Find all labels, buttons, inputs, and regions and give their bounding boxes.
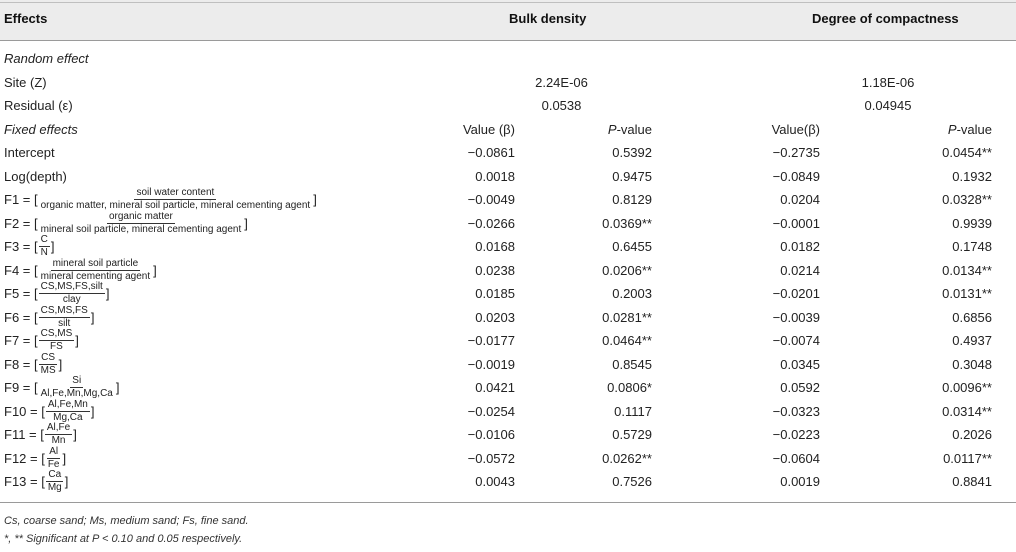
degree-compactness-pvalue: 0.4937 <box>952 333 992 349</box>
bulk-density-pvalue: 0.2003 <box>612 286 652 302</box>
bulk-density-beta: −0.0254 <box>467 403 515 419</box>
bulk-density-pvalue: 0.9475 <box>612 168 652 184</box>
bulk-density-beta: −0.0019 <box>467 356 515 372</box>
section-label: Random effect <box>4 51 89 67</box>
fraction <box>39 259 153 282</box>
degree-compactness-beta: 0.0204 <box>780 192 820 208</box>
bulk-density-pvalue: 0.7526 <box>612 474 652 490</box>
bulk-density-beta: −0.0106 <box>467 427 515 443</box>
factor-suffix: ] <box>62 450 67 466</box>
bulk-density-value: 0.0538 <box>541 98 582 114</box>
factor-prefix: F11 = [ <box>4 427 44 443</box>
degree-compactness-pvalue: 0.9939 <box>952 215 992 231</box>
table-row <box>0 400 1016 424</box>
fraction-denominator: Al,Fe,Mn,Mg,Ca <box>40 388 113 400</box>
bulk-density-beta: 0.0238 <box>475 262 515 278</box>
factor-suffix: ] <box>75 333 79 349</box>
degree-value-header: Value(β) <box>771 121 820 137</box>
degree-compactness-pvalue: 0.1932 <box>952 168 992 184</box>
degree-compactness-pvalue: 0.3048 <box>952 356 992 372</box>
fraction-numerator: C <box>40 234 48 246</box>
degree-compactness-beta: 0.0345 <box>780 356 820 372</box>
degree-compactness-value: 1.18E-06 <box>861 74 915 90</box>
fraction-numerator: organic matter <box>108 210 173 222</box>
factor-suffix: ] <box>58 356 63 372</box>
factor-suffix: ] <box>90 309 95 325</box>
degree-compactness-pvalue: 0.0134** <box>942 262 992 278</box>
bulk-density-beta: −0.0861 <box>467 145 515 161</box>
factor-suffix: ] <box>153 262 157 278</box>
fraction <box>39 235 50 258</box>
fraction <box>39 376 115 399</box>
table-row <box>0 118 1016 142</box>
degree-compactness-pvalue: 0.8841 <box>952 474 992 490</box>
factor-suffix: ] <box>244 215 248 231</box>
p-rest: -value <box>616 121 652 137</box>
bulk-density-beta: −0.0177 <box>467 333 515 349</box>
degree-compactness-beta: −0.0223 <box>772 427 820 443</box>
fraction-numerator: CS,MS,FS <box>40 304 88 316</box>
row-label: Residual (ε) <box>4 98 73 114</box>
table-row <box>0 47 1016 71</box>
degree-compactness-pvalue: 0.6856 <box>952 309 992 325</box>
row-label: Site (Z) <box>4 74 47 90</box>
factor-prefix: F3 = [ <box>4 239 38 255</box>
fraction-denominator: Mg,Ca <box>53 411 83 423</box>
header-rule <box>0 40 1016 41</box>
table-row <box>0 376 1016 400</box>
table-row <box>0 470 1016 494</box>
header-bulk-density: Bulk density <box>509 11 587 26</box>
row-label <box>4 282 109 306</box>
fraction-denominator: FS <box>50 341 63 353</box>
table-row <box>0 141 1016 165</box>
factor-prefix: F12 = [ <box>4 450 45 466</box>
bulk-value-header: Value (β) <box>462 121 515 137</box>
fraction-denominator: Fe <box>47 458 60 470</box>
table-row <box>0 71 1016 95</box>
bulk-density-pvalue: 0.5729 <box>612 427 652 443</box>
table-row <box>0 235 1016 259</box>
top-rule <box>0 2 1016 3</box>
row-label <box>4 423 77 447</box>
factor-suffix: ] <box>90 403 95 419</box>
table-row <box>0 329 1016 353</box>
row-label <box>4 470 68 494</box>
factor-suffix: ] <box>105 286 110 302</box>
row-label <box>4 447 66 471</box>
degree-compactness-pvalue: 0.0314** <box>942 403 992 419</box>
degree-compactness-pvalue: 0.0328** <box>942 192 992 208</box>
degree-compactness-beta: −0.0074 <box>772 333 820 349</box>
factor-prefix: F4 = [ <box>4 262 38 278</box>
fraction <box>46 470 64 493</box>
degree-compactness-beta: 0.0214 <box>780 262 820 278</box>
fraction <box>39 353 58 376</box>
fraction <box>39 306 90 329</box>
degree-compactness-beta: −0.0201 <box>772 286 820 302</box>
table-row <box>0 94 1016 118</box>
bulk-density-beta: 0.0018 <box>475 168 515 184</box>
fraction <box>39 329 75 352</box>
table-row <box>0 353 1016 377</box>
bulk-density-beta: −0.0572 <box>467 450 515 466</box>
bulk-density-pvalue: 0.6455 <box>612 239 652 255</box>
factor-suffix: ] <box>115 380 120 396</box>
table-row <box>0 165 1016 189</box>
factor-prefix: F6 = [ <box>4 309 38 325</box>
bulk-density-beta: −0.0049 <box>467 192 515 208</box>
row-label <box>4 306 94 330</box>
degree-compactness-pvalue: 0.0454** <box>942 145 992 161</box>
row-label: Log(depth) <box>4 168 67 184</box>
fraction-numerator: Al,Fe,Mn <box>47 398 88 410</box>
fraction-denominator: MS <box>40 364 56 376</box>
fraction-numerator: Al,Fe <box>46 422 71 434</box>
fraction <box>46 400 90 423</box>
row-label <box>4 212 248 236</box>
table-row <box>0 447 1016 471</box>
bulk-density-beta: 0.0185 <box>475 286 515 302</box>
fraction-denominator: N <box>40 247 48 259</box>
bulk-density-pvalue: 0.0206** <box>602 262 652 278</box>
bulk-density-pvalue: 0.1117 <box>614 403 652 419</box>
header-effects: Effects <box>4 11 48 26</box>
p-italic: P <box>607 121 617 137</box>
section-label: Fixed effects <box>4 121 78 137</box>
factor-prefix: F9 = [ <box>4 380 38 396</box>
degree-compactness-beta: −0.2735 <box>772 145 820 161</box>
fraction <box>39 212 244 235</box>
fraction-denominator: clay <box>62 294 81 306</box>
degree-compactness-beta: −0.0323 <box>772 403 820 419</box>
degree-compactness-pvalue: 0.0117** <box>943 450 992 466</box>
fraction <box>45 423 72 446</box>
fraction-denominator: silt <box>58 317 71 329</box>
bulk-density-pvalue: 0.0369** <box>602 215 652 231</box>
bottom-rule <box>0 502 1016 503</box>
factor-suffix: ] <box>73 427 77 443</box>
factor-suffix: ] <box>313 192 317 208</box>
bulk-density-beta: 0.0203 <box>475 309 515 325</box>
row-label <box>4 400 94 424</box>
row-label <box>4 376 119 400</box>
degree-compactness-pvalue: 0.0096** <box>942 380 992 396</box>
bulk-density-pvalue: 0.0262** <box>602 450 652 466</box>
fraction-numerator: soil water content <box>136 187 215 199</box>
footnote-significance: *, ** Significant at P < 0.10 and 0.05 respectively. <box>4 533 243 545</box>
factor-prefix: F2 = [ <box>4 215 38 231</box>
bulk-density-beta: 0.0043 <box>475 474 515 490</box>
degree-compactness-value: 0.04945 <box>864 98 912 114</box>
degree-compactness-pvalue: 0.2026 <box>952 427 992 443</box>
table-row <box>0 423 1016 447</box>
degree-compactness-beta: −0.0849 <box>772 168 820 184</box>
row-label <box>4 188 317 212</box>
degree-compactness-beta: 0.0182 <box>780 239 820 255</box>
bulk-density-beta: 0.0421 <box>475 380 515 396</box>
fraction <box>46 447 62 470</box>
degree-compactness-beta: 0.0019 <box>780 474 820 490</box>
factor-suffix: ] <box>50 239 55 255</box>
degree-compactness-pvalue: 0.0131** <box>942 286 992 302</box>
bulk-density-pvalue: 0.0806* <box>607 380 652 396</box>
factor-prefix: F5 = [ <box>4 286 38 302</box>
bulk-density-value: 2.24E-06 <box>535 74 588 90</box>
fraction-numerator: Al <box>49 445 59 457</box>
table-row <box>0 259 1016 283</box>
degree-pvalue-header <box>880 118 992 142</box>
fraction-denominator: mineral cementing agent <box>40 270 151 282</box>
table-row <box>0 188 1016 212</box>
fraction-denominator: mineral soil particle, mineral cementing agent <box>40 223 242 235</box>
fraction-numerator: CS,MS <box>40 328 73 340</box>
row-label <box>4 259 157 283</box>
fraction-denominator: Mn <box>51 435 66 447</box>
factor-prefix: F13 = [ <box>4 474 45 490</box>
degree-compactness-beta: −0.0604 <box>772 450 820 466</box>
p-rest: -value <box>956 121 992 137</box>
factor-suffix: ] <box>64 474 69 490</box>
bulk-density-pvalue: 0.0281** <box>602 309 652 325</box>
table-row <box>0 306 1016 330</box>
degree-compactness-pvalue: 0.1748 <box>952 239 992 255</box>
header-degree-of-compactness: Degree of compactness <box>812 11 959 26</box>
fraction-denominator: Mg <box>47 482 62 494</box>
degree-compactness-beta: −0.0039 <box>772 309 820 325</box>
row-label <box>4 353 62 377</box>
row-label <box>4 329 79 353</box>
bulk-density-pvalue: 0.5392 <box>612 145 652 161</box>
bulk-density-pvalue: 0.8129 <box>612 192 652 208</box>
factor-prefix: F8 = [ <box>4 356 38 372</box>
table-row <box>0 282 1016 306</box>
fraction-numerator: CS <box>41 351 56 363</box>
fraction-numerator: mineral soil particle <box>52 257 139 269</box>
bulk-density-beta: 0.0168 <box>475 239 515 255</box>
fraction-denominator: organic matter, mineral soil particle, mineral cementing agent <box>40 200 311 212</box>
table-body <box>0 47 1016 494</box>
p-italic: P <box>947 121 957 137</box>
bulk-density-beta: −0.0266 <box>467 215 515 231</box>
fraction-numerator: Si <box>72 375 82 387</box>
factor-prefix: F7 = [ <box>4 333 38 349</box>
bulk-density-pvalue: 0.8545 <box>612 356 652 372</box>
table-row <box>0 212 1016 236</box>
fraction <box>39 282 105 305</box>
fraction <box>39 188 313 211</box>
bulk-pvalue-header <box>560 118 652 142</box>
factor-prefix: F1 = [ <box>4 192 38 208</box>
degree-compactness-beta: 0.0592 <box>780 380 820 396</box>
fraction-numerator: Ca <box>48 469 62 481</box>
factor-prefix: F10 = [ <box>4 403 45 419</box>
row-label <box>4 235 54 259</box>
row-label: Intercept <box>4 145 55 161</box>
fraction-numerator: CS,MS,FS,silt <box>40 281 103 293</box>
degree-compactness-beta: −0.0001 <box>772 215 820 231</box>
table-header <box>0 0 1016 40</box>
footnote-abbreviations: Cs, coarse sand; Ms, medium sand; Fs, fine sand. <box>4 515 249 527</box>
bulk-density-pvalue: 0.0464** <box>602 333 652 349</box>
